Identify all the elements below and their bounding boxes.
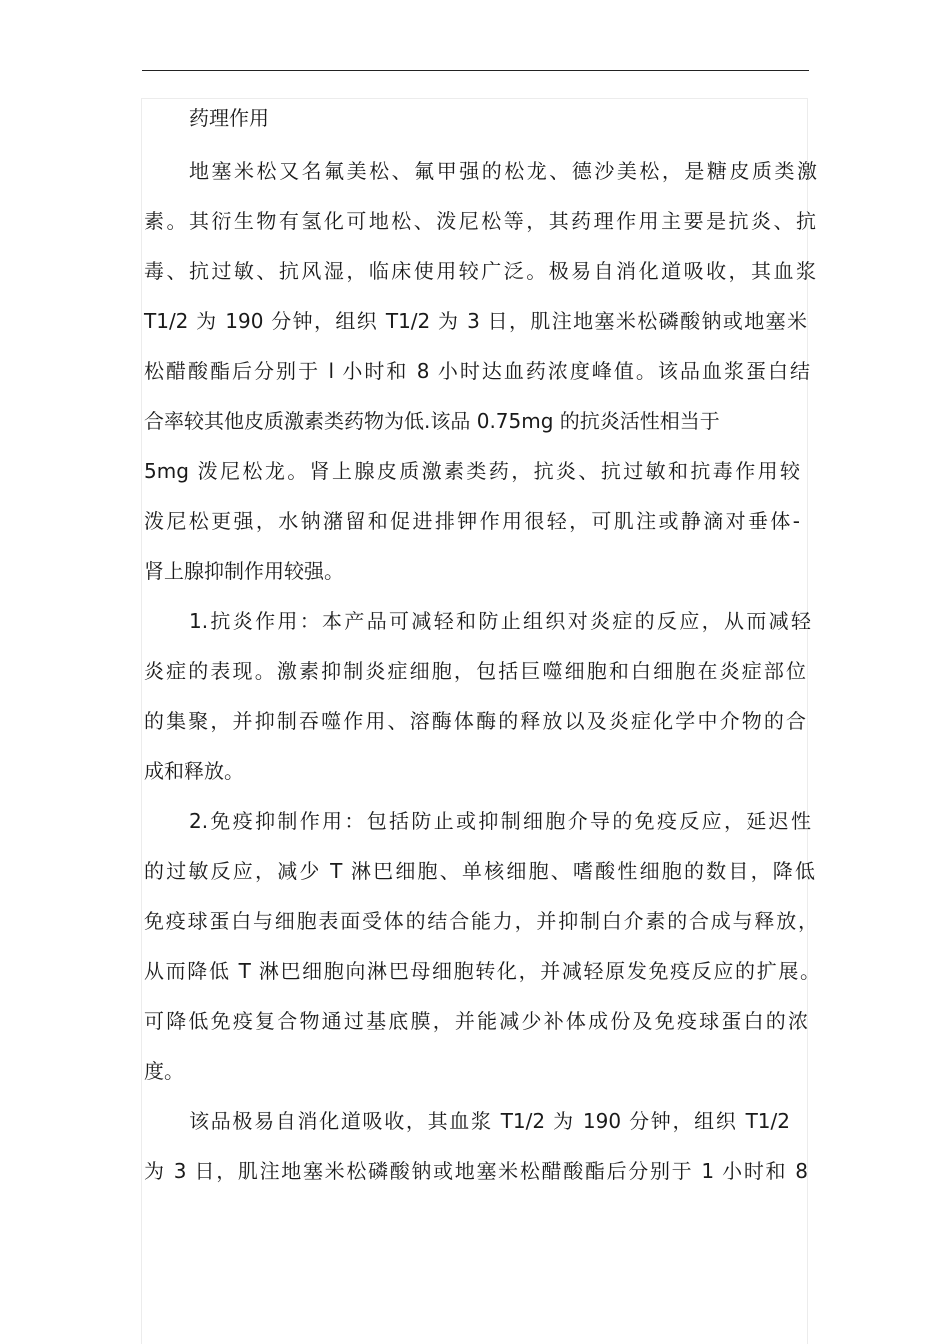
text-line: 2.免疫抑制作用：包括防止或抑制细胞介导的免疫反应，延迟性 [189, 809, 811, 833]
text-line: 地塞米松又名氟美松、氟甲强的松龙、德沙美松，是糖皮质类激 [189, 159, 817, 183]
text-line: 从而降低 T 淋巴细胞向淋巴母细胞转化，并减轻原发免疫反应的扩展。 [144, 959, 820, 983]
text-line: 毒、抗过敏、抗风湿，临床使用较广泛。极易自消化道吸收，其血浆 [144, 259, 816, 283]
section-heading: 药理作用 [189, 106, 269, 130]
text-line: 的集聚，并抑制吞噬作用、溶酶体酶的释放以及炎症化学中介物的合 [144, 709, 806, 733]
text-line: 炎症的表现。激素抑制炎症细胞，包括巨噬细胞和白细胞在炎症部位 [144, 659, 806, 683]
text-line: 5mg 泼尼松龙。肾上腺皮质激素类药，抗炎、抗过敏和抗毒作用较 [144, 459, 800, 483]
text-line: 的过敏反应，减少 T 淋巴细胞、单核细胞、嗜酸性细胞的数目，降低 [144, 859, 815, 883]
text-line: 免疫球蛋白与细胞表面受体的结合能力，并抑制白介素的合成与释放， [144, 909, 818, 933]
text-line: T1/2 为 190 分钟，组织 T1/2 为 3 日，肌注地塞米松磷酸钠或地塞米 [144, 309, 807, 333]
text-line: 1.抗炎作用：本产品可减轻和防止组织对炎症的反应，从而减轻 [189, 609, 811, 633]
text-line: 泼尼松更强，水钠潴留和促进排钾作用很轻，可肌注或静滴对垂体- [144, 509, 800, 533]
header-rule [142, 70, 809, 71]
text-line: 肾上腺抑制作用较强。 [144, 559, 344, 583]
text-line: 合率较其他皮质激素类药物为低.该品 0.75mg 的抗炎活性相当于 [144, 409, 720, 433]
text-line: 该品极易自消化道吸收，其血浆 T1/2 为 190 分钟，组织 T1/2 [189, 1109, 790, 1133]
text-line: 为 3 日，肌注地塞米松磷酸钠或地塞米松醋酸酯后分别于 1 小时和 8 [144, 1159, 808, 1183]
text-line: 素。其衍生物有氢化可地松、泼尼松等，其药理作用主要是抗炎、抗 [144, 209, 816, 233]
text-line: 成和释放。 [144, 759, 244, 783]
text-line: 可降低免疫复合物通过基底膜，并能减少补体成份及免疫球蛋白的浓 [144, 1009, 808, 1033]
text-line: 松醋酸酯后分别于 l 小时和 8 小时达血药浓度峰值。该品血浆蛋白结 [144, 359, 810, 383]
text-line: 度。 [144, 1059, 184, 1083]
